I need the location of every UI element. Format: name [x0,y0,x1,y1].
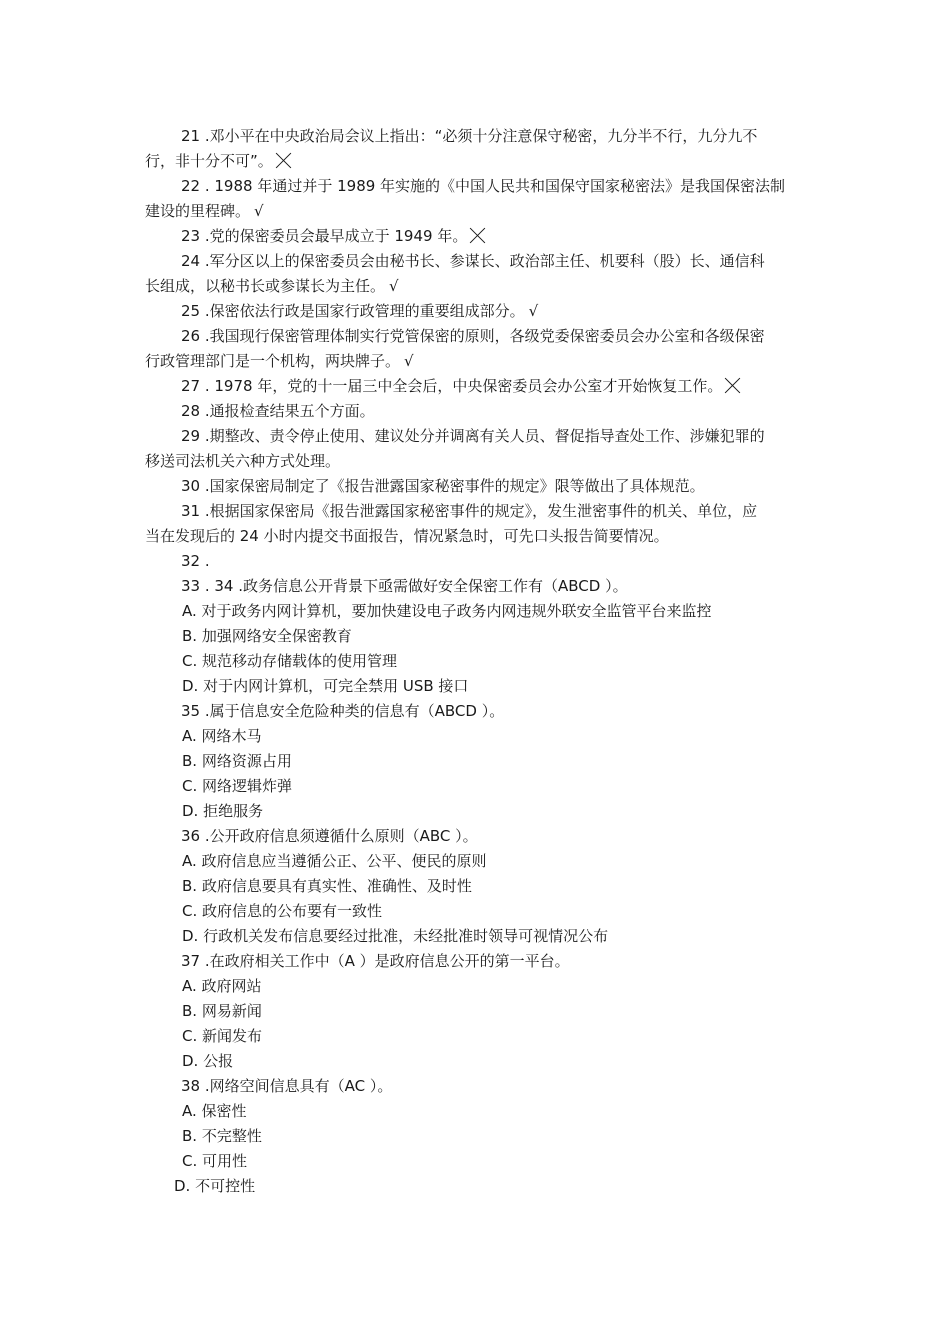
item-continuation-text: 长组成，以秘书长或参谋长为主任。 [145,277,386,295]
item-continuation [145,274,805,299]
choice-question [145,949,805,1074]
option-c: C. 可用性 [182,1152,248,1170]
question-stem: 38 .网络空间信息具有（AC ）。 [181,1077,393,1095]
option-a: A. 网络木马 [182,727,262,745]
judgment-item [145,299,805,324]
option-d: D. 公报 [182,1052,234,1070]
item-continuation-text: 建设的里程碑。 [145,202,251,220]
judgment-item [145,499,805,549]
option-c: C. 规范移动存储载体的使用管理 [182,652,398,670]
judgment-item [145,324,805,374]
cross-mark-icon [275,151,293,169]
item-text-content: 25 .保密依法行政是国家行政管理的重要组成部分。 [181,302,525,320]
item-continuation: 当在发现后的 24 小时内提交书面报告，情况紧急时，可先口头报告简要情况。 [145,527,669,545]
item-text [145,299,805,324]
choice-question [145,1074,805,1199]
check-mark-icon: √ [404,352,414,370]
item-text-content: 27 . 1978 年，党的十一届三中全会后，中央保密委员会办公室才开始恢复工作。 [181,377,723,395]
option-d: D. 对于内网计算机，可完全禁用 USB 接口 [182,677,469,695]
check-mark-icon: √ [254,202,264,220]
item-continuation [145,349,805,374]
option-c: C. 政府信息的公布要有一致性 [182,902,383,920]
choice-question [145,824,805,949]
option-a: A. 对于政务内网计算机，要加快建设电子政务内网违规外联安全监管平台来监控 [182,602,712,620]
item-text-content: 23 .党的保密委员会最早成立于 1949 年。 [181,227,468,245]
choice-question [145,699,805,824]
item-continuation [145,199,805,224]
item-continuation: 移送司法机关六种方式处理。 [145,452,341,470]
judgment-item [145,399,805,424]
option-d: D. 拒绝服务 [182,802,264,820]
judgment-item [145,124,805,174]
option-c: C. 新闻发布 [182,1027,263,1045]
item-text: 31 .根据国家保密局《报告泄露国家秘密事件的规定》，发生泄密事件的机关、单位，应 [181,502,758,520]
choice-question [145,574,805,699]
item-text: 26 .我国现行保密管理体制实行党管保密的原则，各级党委保密委员会办公室和各级保密 [181,327,765,345]
question-stem: 36 .公开政府信息须遵循什么原则（ABC ）。 [181,827,478,845]
item-continuation-text: 行政管理部门是一个机构，两块牌子。 [145,352,401,370]
question-stem: 37 .在政府相关工作中（A ）是政府信息公开的第一平台。 [181,952,570,970]
check-mark-icon: √ [389,277,399,295]
option-b: B. 网易新闻 [182,1002,262,1020]
item-text: 29 .期整改、责令停止使用、建议处分并调离有关人员、督促指导查处工作、涉嫌犯罪的 [181,427,765,445]
option-c: C. 网络逻辑炸弹 [182,777,293,795]
option-b: B. 加强网络安全保密教育 [182,627,352,645]
judgment-item [145,249,805,299]
item-continuation-text: 行，非十分不可”。 [145,152,273,170]
option-b: B. 政府信息要具有真实性、准确性、及时性 [182,877,472,895]
judgment-item [145,374,805,399]
option-a: A. 保密性 [182,1102,247,1120]
judgment-item [145,424,805,474]
question-stem: 35 .属于信息安全危险种类的信息有（ABCD ）。 [181,702,505,720]
option-d: D. 行政机关发布信息要经过批准，未经批准时领导可视情况公布 [182,927,609,945]
item-text: 32 . [181,552,210,570]
item-text: 28 .通报检查结果五个方面。 [181,402,375,420]
item-text [145,224,805,249]
cross-mark-icon [469,226,487,244]
cross-mark-icon [724,376,742,394]
option-b: B. 不完整性 [182,1127,262,1145]
item-text [145,374,805,399]
item-text: 24 .军分区以上的保密委员会由秘书长、参谋长、政治部主任、机要科（股）长、通信科 [181,252,765,270]
judgment-item [145,224,805,249]
item-text: 21 .邓小平在中央政治局会议上指出：“必须十分注意保守秘密，九分半不行，九分九不 [181,127,758,145]
option-b: B. 网络资源占用 [182,752,292,770]
document-body [145,124,805,1199]
check-mark-icon: √ [528,302,539,320]
judgment-item [145,474,805,499]
item-text: 22 . 1988 年通过并于 1989 年实施的《中国人民共和国保守国家秘密法》是我国保密法制 [181,177,786,195]
option-d: D. 不可控性 [174,1177,256,1195]
item-continuation [145,149,805,174]
judgment-item [145,174,805,224]
option-a: A. 政府信息应当遵循公正、公平、便民的原则 [182,852,487,870]
option-a: A. 政府网站 [182,977,262,995]
item-text: 30 .国家保密局制定了《报告泄露国家秘密事件的规定》限等做出了具体规范。 [181,477,705,495]
question-stem: 33 . 34 .政务信息公开背景下亟需做好安全保密工作有（ABCD ）。 [181,577,628,595]
judgment-item [145,549,805,574]
